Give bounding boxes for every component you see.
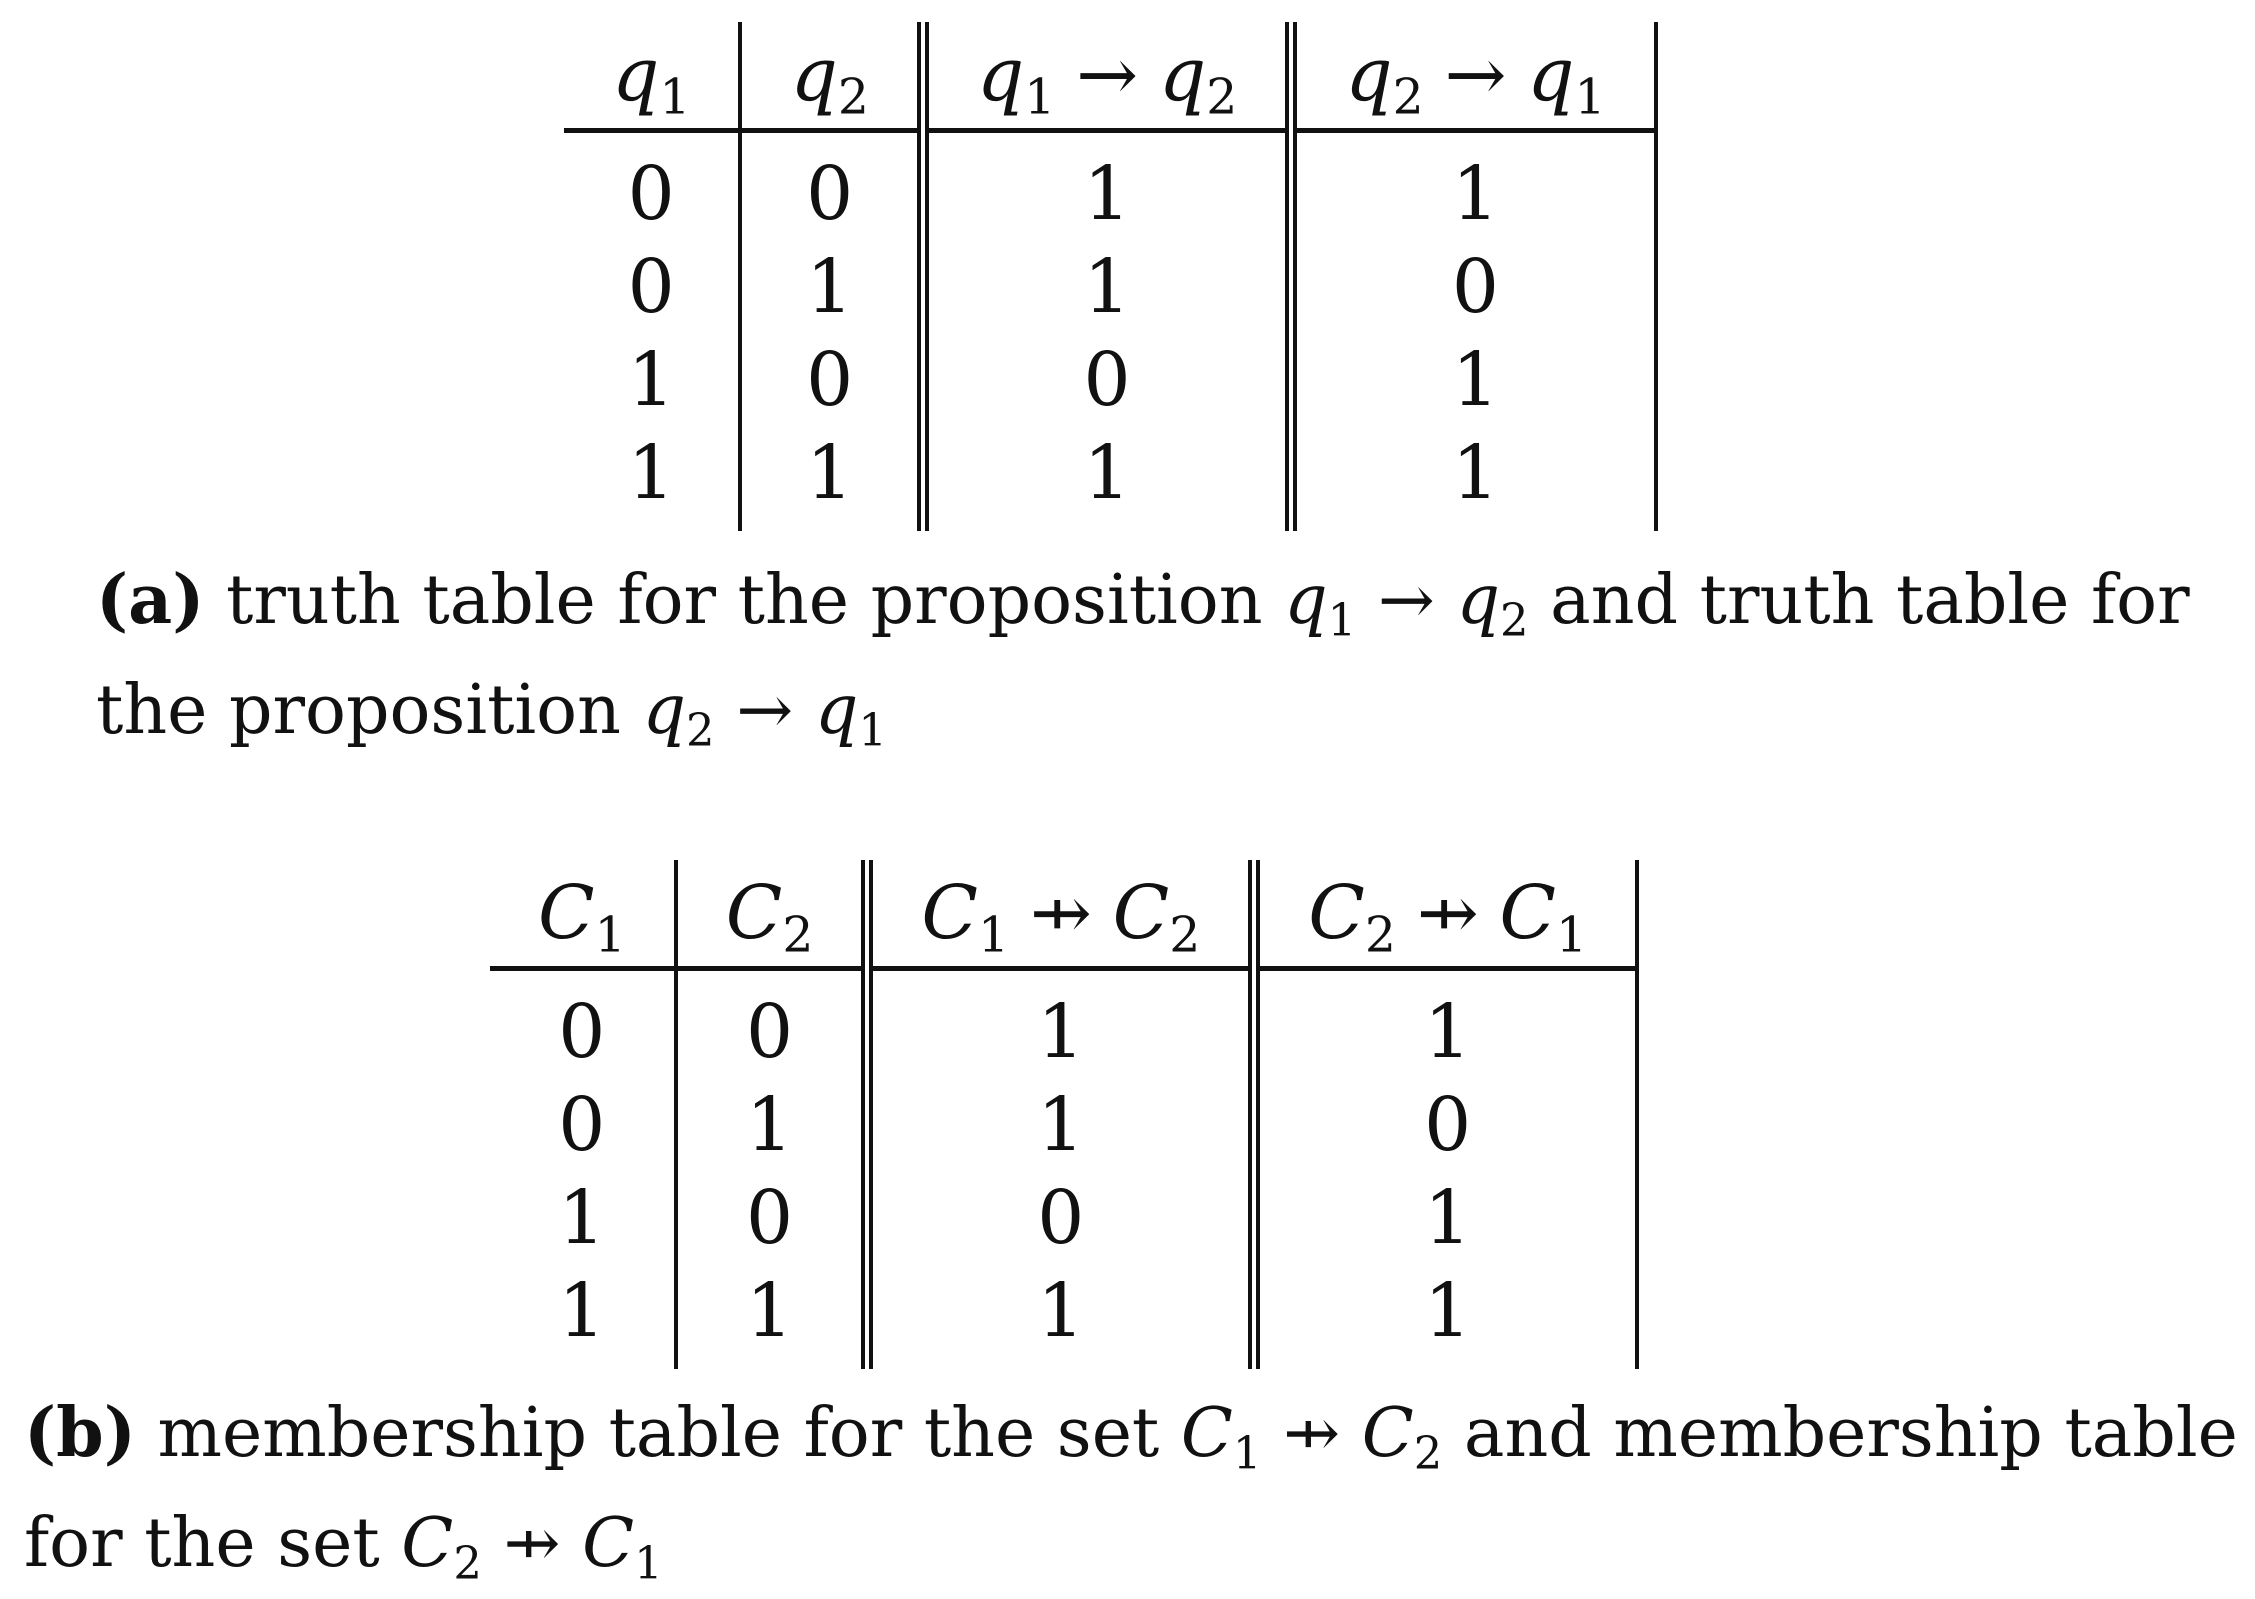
table-cell: 0 (676, 1171, 868, 1264)
table-row (490, 969, 1637, 1079)
table-header-row (490, 860, 1637, 969)
table-cell: 1 (676, 1264, 868, 1369)
table-cell: 1 (867, 1078, 1254, 1171)
header-c1-to-c2: $C_1$ ⇸ $C_2$ (867, 860, 1254, 969)
table-row (490, 1078, 1637, 1171)
table-cell: 1 (1254, 1264, 1637, 1369)
membership-table (490, 860, 1639, 1369)
caption-b-line-1: (b) membership table for the set $C_1$ ⇸ $C_2$ and membership table (24, 1393, 2238, 1480)
caption-a-line-2: the proposition $q_2 \to q_1$ (96, 671, 887, 757)
table-cell: 0 (740, 131, 922, 241)
table-row (490, 1264, 1637, 1369)
table-cell: 0 (1254, 1078, 1637, 1171)
table-cell: 0 (923, 333, 1291, 426)
header-q2-implies-q1: $q_2 \to q_1$ (1291, 22, 1655, 131)
table-cell: 1 (1291, 426, 1655, 531)
header-q2: $q_2$ (740, 22, 922, 131)
table-cell: 1 (867, 969, 1254, 1079)
truth-table (564, 22, 1658, 531)
table-row (564, 426, 1656, 531)
table-cell: 1 (1291, 333, 1655, 426)
table-cell: 0 (564, 240, 740, 333)
caption-b-line-2: for the set $C_2$ ⇸ $C_1$ (24, 1504, 663, 1590)
table-cell: 0 (564, 131, 740, 241)
table-header-row (564, 22, 1656, 131)
table-cell: 1 (1254, 1171, 1637, 1264)
table-cell: 1 (564, 333, 740, 426)
caption-b (24, 1378, 2238, 1599)
table-cell: 1 (923, 131, 1291, 241)
table-cell: 0 (1291, 240, 1655, 333)
table-cell: 1 (676, 1078, 868, 1171)
caption-a (96, 545, 2190, 766)
header-q1-implies-q2: $q_1 \to q_2$ (923, 22, 1291, 131)
table-cell: 1 (1254, 969, 1637, 1079)
table-cell: 1 (923, 426, 1291, 531)
header-c2: $C_2$ (676, 860, 868, 969)
table-cell: 1 (490, 1171, 676, 1264)
table-cell: 1 (740, 240, 922, 333)
header-c1: $C_1$ (490, 860, 676, 969)
table-cell: 1 (740, 426, 922, 531)
header-c2-to-c1: $C_2$ ⇸ $C_1$ (1254, 860, 1637, 969)
table-row (564, 131, 1656, 241)
table-cell: 1 (867, 1264, 1254, 1369)
table-cell: 0 (740, 333, 922, 426)
table-row (564, 240, 1656, 333)
table-cell: 1 (564, 426, 740, 531)
table-cell: 0 (490, 969, 676, 1079)
table-row (490, 1171, 1637, 1264)
table-cell: 1 (1291, 131, 1655, 241)
table-cell: 1 (923, 240, 1291, 333)
caption-label: (b) (24, 1393, 136, 1473)
table-cell: 0 (867, 1171, 1254, 1264)
table-row (564, 333, 1656, 426)
table-cell: 1 (490, 1264, 676, 1369)
caption-a-line-1: (a) truth table for the proposition $q_1 \to q_2$ and truth table for (96, 560, 2190, 647)
caption-label: (a) (96, 560, 205, 640)
table-cell: 0 (490, 1078, 676, 1171)
table-cell: 0 (676, 969, 868, 1079)
header-q1: $q_1$ (564, 22, 740, 131)
